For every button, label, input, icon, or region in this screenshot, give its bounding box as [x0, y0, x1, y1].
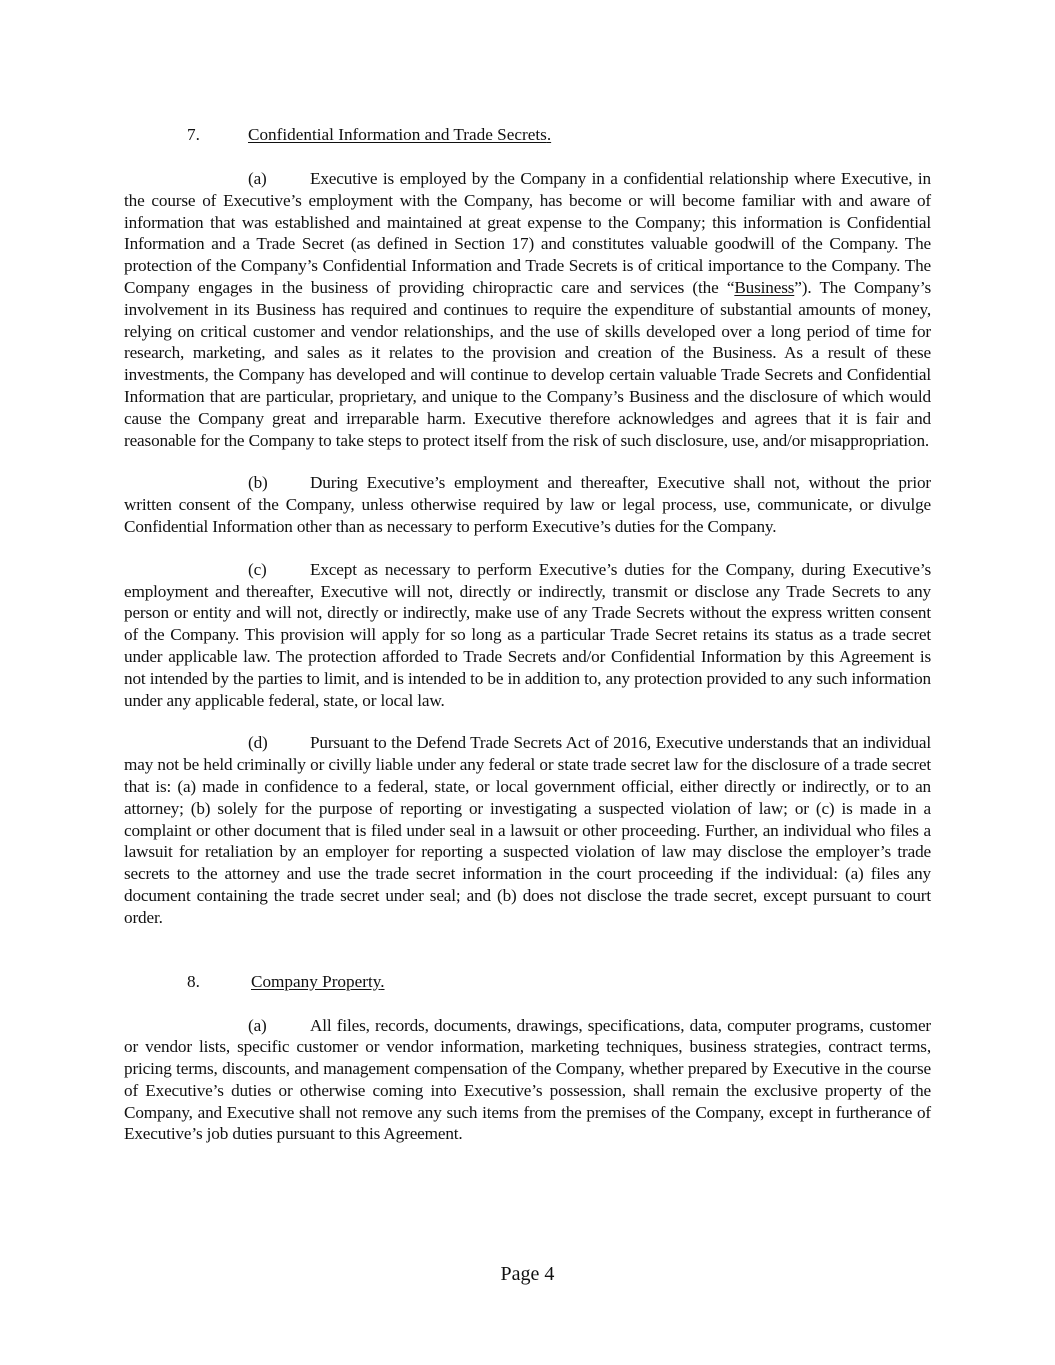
- paragraph-label: (b): [248, 473, 268, 493]
- paragraph-text: During Executive’s employment and thereafter, Executive shall not, without the prior written consent of the Company, unless otherwise required by law or legal process, use, communicate, or divulge Confidential Information other than as necessary to perform Executive’s duties for the Company.: [124, 473, 931, 536]
- section-number: 7.: [187, 125, 200, 144]
- section-title: [248, 124, 551, 146]
- paragraph-7c: [124, 559, 931, 712]
- paragraph-text: Pursuant to the Defend Trade Secrets Act of 2016, Executive understands that an individual may not be held criminally or civilly liable under any federal or state trade secret law for the disclosure of a trade secret that is: (a) made in confidence to a federal, state, or local government official, either directly or indirectly, or to an attorney; (b) solely for the purpose of reporting or investigating a suspected violation of law; or (c) is made in a complaint or other document that is filed under seal in a lawsuit or other proceeding. Further, an individual who files a lawsuit for retaliation by an employer for reporting a suspected violation of law may disclose the employer’s trade secrets to the attorney and use the trade secret information in the court proceeding if the individual: (a) files any document containing the trade secret under seal; and (b) does not disclose the trade secret, except pursuant to court order.: [124, 733, 931, 927]
- section-title-text: Company Property: [251, 971, 381, 991]
- paragraph-7b: [124, 472, 931, 537]
- paragraph-7d: [124, 732, 931, 928]
- paragraph-label: (d): [248, 733, 268, 753]
- paragraph-text: All files, records, documents, drawings, specifications, data, computer programs, customer or vendor lists, specific customer or vendor information, marketing techniques, business strategies, contract terms, pricing terms, discounts, and management compensation of the Company, whether prepared by Executive in the course of Executive’s duties or otherwise coming into Executive’s possession, shall remain the exclusive property of the Company, and Executive shall not remove any such items from the premises of the Company, except in furtherance of Executive’s job duties pursuant to this Agreement.: [124, 1015, 931, 1144]
- document-page: [124, 124, 931, 1145]
- section-title-text: Confidential Information and Trade Secrets: [248, 125, 547, 144]
- section-8-heading: [124, 971, 931, 993]
- paragraph-text-continued: ”). The Company’s involvement in its Business has required and continues to require the expenditure of substantial amounts of money, relying on critical customer and vendor relationships, and the use of skills developed over a long period of time for research, marketing, and sales as it relates to the provision and creation of the Business. As a result of these investments, the Company has developed and will continue to develop certain valuable Trade Secrets and Confidential Information that are particular, proprietary, and unique to the Company’s Business and the disclosure of which would cause the Company great and irreparable harm. Executive therefore acknowledges and agrees that it is fair and reasonable for the Company to take steps to protect itself from the risk of such disclosure, use, and/or misappropriation.: [124, 277, 931, 450]
- page-number-footer: Page 4: [500, 1263, 555, 1285]
- paragraph-label: (a): [248, 169, 267, 188]
- defined-term-business: Business: [734, 277, 795, 297]
- paragraph-text: Executive is employed by the Company in a confidential relationship where Executive, in the course of Executive’s employment with the Company, has become or will become familiar with and aware of information that was established and maintained at great expense to the Company; this information is Confidential Information and a Trade Secret (as defined in Section 17) and constitutes valuable goodwill of the Company. The protection of the Company’s Confidential Information and Trade Secrets is of critical importance to the Company. The Company engages in the business of providing chiropractic care and services (the “: [124, 169, 931, 297]
- paragraph-8a: [124, 1015, 931, 1146]
- section-title-suffix: .: [546, 125, 552, 144]
- section-title-suffix: .: [380, 971, 385, 991]
- paragraph-label: (c): [248, 559, 267, 579]
- paragraph-label: (a): [248, 1015, 267, 1035]
- section-7-heading: [124, 124, 931, 146]
- section-title: [251, 971, 385, 993]
- paragraph-text: Except as necessary to perform Executive’s duties for the Company, during Executive’s employment and thereafter, Executive will not, directly or indirectly, transmit or disclose any Trade Secrets to any person or entity and will not, directly or indirectly, make use of any Trade Secrets without the express written consent of the Company. This provision will apply for so long as a particular Trade Secret retains its status as a trade secret under applicable law. The protection afforded to Trade Secrets and/or Confidential Information by this Agreement is not intended by the parties to limit, and is intended to be in addition to, any protection provided to any such information under any applicable federal, state, or local law.: [124, 559, 931, 710]
- section-number: 8.: [187, 971, 200, 991]
- paragraph-7a: [124, 168, 931, 451]
